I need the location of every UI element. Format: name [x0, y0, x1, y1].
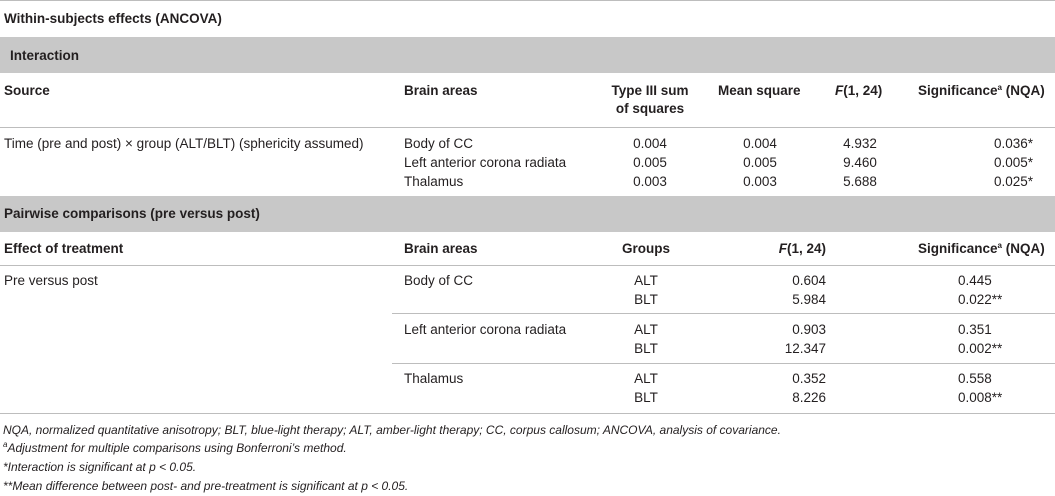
interaction-sig: 0.036*: [993, 136, 1033, 151]
pairwise-area: Thalamus: [404, 371, 464, 386]
header-groups: Groups: [621, 241, 670, 256]
pairwise-section-label: Pairwise comparisons (pre versus post): [4, 206, 260, 221]
header-effect: Effect of treatment: [4, 241, 124, 256]
footnote-a-text: Adjustment for multiple comparisons using Bonferroni’s method.: [7, 441, 347, 455]
top-rule: [0, 0, 1055, 1]
interaction-f: 9.460: [843, 155, 877, 170]
pairwise-area: Left anterior corona radiata: [404, 322, 567, 337]
header-f-rest: (1, 24): [786, 241, 826, 256]
header-f: [738, 240, 826, 258]
pairwise-f: 0.903: [792, 322, 826, 337]
header-sig-sup: a: [997, 83, 1002, 92]
header-sig-rest: (NQA): [1001, 241, 1045, 256]
pairwise-group: BLT: [634, 390, 658, 405]
footnote-star: *Interaction is significant at p < 0.05.: [3, 460, 197, 474]
area-divider: [392, 363, 1055, 364]
pairwise-f: 0.352: [792, 371, 826, 386]
interaction-section-band: [0, 37, 1055, 73]
pairwise-sig: 0.558: [958, 371, 992, 386]
header-sig-main: Significance: [918, 83, 998, 98]
interaction-area: Thalamus: [404, 174, 464, 189]
area-divider: [392, 313, 1055, 314]
pairwise-group: ALT: [634, 322, 658, 337]
header-significance: [918, 240, 1045, 258]
table-title: Within-subjects effects (ANCOVA): [4, 11, 222, 26]
pairwise-sig: 0.022**: [958, 292, 1003, 307]
footnote-double-star: **Mean difference between post- and pre-treatment is significant at p < 0.05.: [3, 479, 409, 493]
pairwise-sig: 0.351: [958, 322, 992, 337]
interaction-ms: 0.003: [743, 174, 777, 189]
header-sig-rest: (NQA): [1001, 83, 1045, 98]
header-source: Source: [4, 83, 50, 98]
header-type3-line1: Type III sum: [611, 83, 689, 98]
header-type3-ss: [590, 82, 710, 118]
interaction-header-rule: [0, 127, 1055, 128]
header-brain-areas: Brain areas: [404, 241, 478, 256]
pairwise-group: BLT: [634, 292, 658, 307]
pairwise-group: ALT: [634, 273, 658, 288]
header-significance: [918, 82, 1045, 100]
interaction-ms: 0.004: [743, 136, 777, 151]
pairwise-area: Body of CC: [404, 273, 474, 288]
footnote-a: [3, 441, 347, 455]
pairwise-sig: 0.445: [958, 273, 992, 288]
footnote-a-marker: a: [3, 440, 8, 449]
pairwise-sig: 0.008**: [958, 390, 1003, 405]
interaction-section-label: Interaction: [10, 48, 80, 63]
pairwise-f: 12.347: [784, 341, 826, 356]
pairwise-group: BLT: [634, 341, 658, 356]
header-f-rest: (1, 24): [843, 83, 883, 98]
bottom-rule: [0, 413, 1055, 414]
interaction-area: Body of CC: [404, 136, 474, 151]
header-sig-main: Significance: [918, 241, 998, 256]
header-f: [835, 82, 882, 100]
pairwise-f: 5.984: [792, 292, 826, 307]
pairwise-f: 0.604: [792, 273, 826, 288]
interaction-source-label: Time (pre and post) × group (ALT/BLT) (sphericity assumed): [4, 136, 364, 151]
interaction-ss: 0.004: [633, 136, 667, 151]
pairwise-group: ALT: [634, 371, 658, 386]
interaction-ss: 0.005: [633, 155, 667, 170]
interaction-f: 5.688: [843, 174, 877, 189]
header-f-italic: F: [835, 83, 844, 98]
interaction-area: Left anterior corona radiata: [404, 155, 567, 170]
interaction-ss: 0.003: [633, 174, 667, 189]
pairwise-header-rule: [0, 265, 1055, 266]
interaction-f: 4.932: [843, 136, 877, 151]
interaction-ms: 0.005: [743, 155, 777, 170]
interaction-sig: 0.005*: [993, 155, 1033, 170]
footnote-abbreviations: NQA, normalized quantitative anisotropy; BLT, blue-light therapy; ALT, amber-light therapy; CC, corpus callosum; ANCOVA, analysis of covariance.: [3, 423, 781, 437]
header-type3-line2: of squares: [615, 101, 685, 116]
pairwise-effect-label: Pre versus post: [4, 273, 98, 288]
header-brain-areas: Brain areas: [404, 83, 478, 98]
header-sig-sup: a: [997, 241, 1002, 250]
pairwise-f: 8.226: [792, 390, 826, 405]
header-mean-square: Mean square: [718, 83, 801, 98]
header-f-italic: F: [778, 241, 787, 256]
pairwise-sig: 0.002**: [958, 341, 1003, 356]
interaction-sig: 0.025*: [993, 174, 1033, 189]
